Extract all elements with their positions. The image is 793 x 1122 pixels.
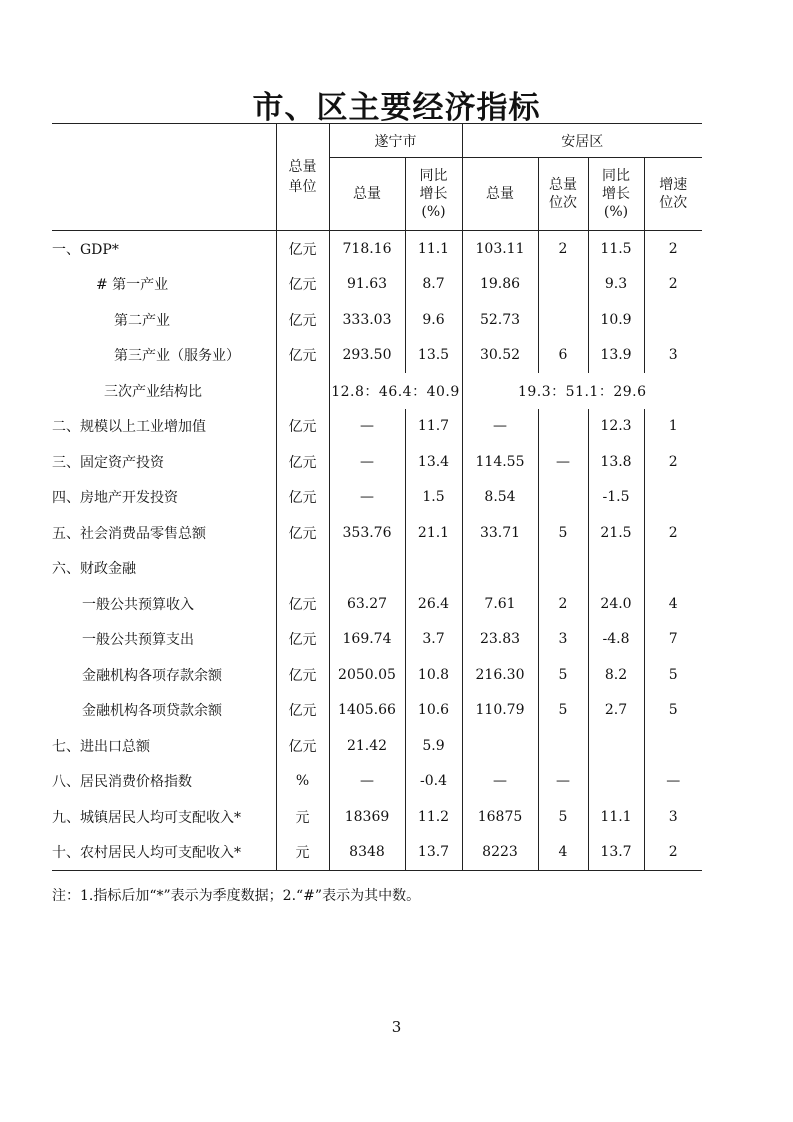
unit-cell: 亿元 <box>276 586 329 622</box>
anju-total-cell: 110.79 <box>462 693 538 729</box>
unit-cell: 亿元 <box>276 267 329 303</box>
anju-growth-rank-cell <box>644 728 702 764</box>
economic-indicators-table <box>52 123 702 871</box>
anju-total-cell: 23.83 <box>462 622 538 658</box>
suining-total-cell <box>329 551 405 587</box>
suining-yoy-cell: 13.7 <box>405 835 462 871</box>
indicator-name: 十、农村居民人均可支配收入* <box>52 845 241 862</box>
anju-total-cell: 114.55 <box>462 444 538 480</box>
suining-yoy-cell: 13.5 <box>405 338 462 374</box>
anju-yoy-cell: 11.1 <box>588 799 644 835</box>
anju-total-rank-cell <box>538 302 588 338</box>
anju-total-rank-cell: 4 <box>538 835 588 871</box>
anju-yoy-cell: 13.8 <box>588 444 644 480</box>
suining-yoy-cell: 11.2 <box>405 799 462 835</box>
indicator-name: 三次产业结构比 <box>104 383 202 400</box>
suining-total-cell: 91.63 <box>329 267 405 303</box>
anju-growth-rank-cell <box>644 551 702 587</box>
anju-total-cell: 103.11 <box>462 231 538 267</box>
suining-yoy-cell: 11.7 <box>405 409 462 445</box>
unit-cell: 亿元 <box>276 657 329 693</box>
table-row <box>52 586 702 622</box>
anju-total-cell: — <box>462 764 538 800</box>
suining-yoy-cell: 3.7 <box>405 622 462 658</box>
anju-growth-rank-cell <box>644 480 702 516</box>
anju-growth-rank-header: 增速 位次 <box>644 158 702 231</box>
anju-growth-rank-cell: 2 <box>644 267 702 303</box>
anju-total-rank-cell: 3 <box>538 622 588 658</box>
anju-yoy-cell: 21.5 <box>588 515 644 551</box>
indicator-name: 金融机构各项贷款余额 <box>82 703 222 720</box>
unit-cell: 亿元 <box>276 338 329 374</box>
suining-yoy-cell: 26.4 <box>405 586 462 622</box>
indicator-name: 七、进出口总额 <box>52 738 150 755</box>
anju-yoy-cell: 9.3 <box>588 267 644 303</box>
unit-cell: 亿元 <box>276 409 329 445</box>
footnote: 注：1.指标后加“*”表示为季度数据；2.“#”表示为其中数。 <box>52 888 421 904</box>
table-row <box>52 373 702 409</box>
page-title: 市、区主要经济指标 <box>252 90 541 126</box>
anju-total-rank-cell: 5 <box>538 515 588 551</box>
anju-total-cell <box>462 551 538 587</box>
anju-total-rank-cell <box>538 267 588 303</box>
table-row <box>52 622 702 658</box>
anju-total-cell: 33.71 <box>462 515 538 551</box>
table-row <box>52 515 702 551</box>
anju-growth-rank-cell: 2 <box>644 231 702 267</box>
anju-total-cell: 216.30 <box>462 657 538 693</box>
anju-total-rank-cell: 2 <box>538 586 588 622</box>
suining-yoy-cell <box>405 551 462 587</box>
suining-total-cell: — <box>329 480 405 516</box>
suining-yoy-cell: 10.6 <box>405 693 462 729</box>
unit-cell: 亿元 <box>276 515 329 551</box>
anju-growth-rank-cell: — <box>644 764 702 800</box>
unit-cell: 亿元 <box>276 302 329 338</box>
suining-total-cell: 8348 <box>329 835 405 871</box>
anju-yoy-cell: 8.2 <box>588 657 644 693</box>
anju-total-cell: 8.54 <box>462 480 538 516</box>
table-row <box>52 693 702 729</box>
anju-total-rank-cell: 5 <box>538 799 588 835</box>
anju-total-cell: — <box>462 409 538 445</box>
table-row <box>52 728 702 764</box>
suining-header: 遂宁市 <box>329 124 462 158</box>
unit-cell: 亿元 <box>276 728 329 764</box>
unit-cell: 元 <box>276 835 329 871</box>
anju-yoy-cell: 13.7 <box>588 835 644 871</box>
suining-total-cell: 63.27 <box>329 586 405 622</box>
suining-total-cell: — <box>329 764 405 800</box>
suining-yoy-cell: 21.1 <box>405 515 462 551</box>
unit-cell: % <box>276 764 329 800</box>
table-row <box>52 409 702 445</box>
table-row <box>52 302 702 338</box>
table-row <box>52 764 702 800</box>
suining-structure-ratio: 12.8：46.4：40.9 <box>329 373 462 409</box>
anju-total-cell: 19.86 <box>462 267 538 303</box>
anju-total-rank-cell <box>538 409 588 445</box>
suining-total-cell: 21.42 <box>329 728 405 764</box>
anju-growth-rank-cell: 3 <box>644 338 702 374</box>
anju-yoy-cell: -1.5 <box>588 480 644 516</box>
unit-header <box>276 124 329 231</box>
indicator-header <box>52 124 276 231</box>
unit-cell: 亿元 <box>276 622 329 658</box>
anju-total-cell: 30.52 <box>462 338 538 374</box>
unit-cell: 元 <box>276 799 329 835</box>
anju-total-rank-cell <box>538 551 588 587</box>
anju-header: 安居区 <box>462 124 702 158</box>
indicator-name: 五、社会消费品零售总额 <box>52 525 206 542</box>
table-row <box>52 657 702 693</box>
table-row <box>52 444 702 480</box>
anju-growth-rank-cell: 5 <box>644 693 702 729</box>
table-row <box>52 267 702 303</box>
anju-yoy-cell: 13.9 <box>588 338 644 374</box>
anju-growth-rank-cell: 2 <box>644 835 702 871</box>
indicator-name: 第三产业（服务业） <box>114 348 240 365</box>
anju-yoy-cell: 24.0 <box>588 586 644 622</box>
suining-yoy-cell: 8.7 <box>405 267 462 303</box>
anju-total-rank-cell: 5 <box>538 657 588 693</box>
unit-cell <box>276 551 329 587</box>
suining-total-cell: 2050.05 <box>329 657 405 693</box>
anju-total-rank-cell: — <box>538 444 588 480</box>
anju-total-cell: 16875 <box>462 799 538 835</box>
anju-yoy-cell <box>588 551 644 587</box>
unit-cell: 亿元 <box>276 693 329 729</box>
anju-total-rank-cell: 2 <box>538 231 588 267</box>
table-row <box>52 835 702 871</box>
suining-yoy-cell: -0.4 <box>405 764 462 800</box>
anju-total-rank-cell: 6 <box>538 338 588 374</box>
unit-cell: 亿元 <box>276 480 329 516</box>
suining-yoy-cell: 9.6 <box>405 302 462 338</box>
suining-total-header: 总量 <box>329 158 405 231</box>
page-number: 3 <box>391 1018 402 1036</box>
anju-yoy-cell: 12.3 <box>588 409 644 445</box>
unit-cell: 亿元 <box>276 231 329 267</box>
anju-growth-rank-cell: 2 <box>644 444 702 480</box>
indicator-name: 四、房地产开发投资 <box>52 490 178 507</box>
anju-total-rank-cell <box>538 480 588 516</box>
anju-yoy-cell: 2.7 <box>588 693 644 729</box>
indicator-name: 一、GDP* <box>52 241 119 258</box>
anju-yoy-cell: 10.9 <box>588 302 644 338</box>
unit-cell <box>276 373 329 409</box>
indicator-name: 一般公共预算支出 <box>82 632 194 649</box>
anju-yoy-cell <box>588 728 644 764</box>
indicator-name: 金融机构各项存款余额 <box>82 667 222 684</box>
anju-yoy-cell: 11.5 <box>588 231 644 267</box>
anju-yoy-cell: -4.8 <box>588 622 644 658</box>
suining-yoy-cell: 1.5 <box>405 480 462 516</box>
suining-total-cell: 1405.66 <box>329 693 405 729</box>
indicator-name: 六、财政金融 <box>52 561 136 578</box>
anju-yoy-cell <box>588 764 644 800</box>
anju-growth-rank-cell: 5 <box>644 657 702 693</box>
suining-total-cell: 18369 <box>329 799 405 835</box>
table-row <box>52 799 702 835</box>
suining-total-cell: 293.50 <box>329 338 405 374</box>
suining-total-cell: 169.74 <box>329 622 405 658</box>
indicator-name: 九、城镇居民人均可支配收入* <box>52 809 241 826</box>
suining-yoy-cell: 10.8 <box>405 657 462 693</box>
table-row <box>52 338 702 374</box>
suining-total-cell: — <box>329 409 405 445</box>
table-row <box>52 231 702 267</box>
suining-yoy-cell: 5.9 <box>405 728 462 764</box>
table-row <box>52 480 702 516</box>
unit-cell: 亿元 <box>276 444 329 480</box>
indicator-name: 一般公共预算收入 <box>82 596 194 613</box>
unit-header-label: 总量 单位 <box>288 159 317 195</box>
suining-total-cell: — <box>329 444 405 480</box>
indicator-name: # 第一产业 <box>96 277 169 294</box>
anju-growth-rank-cell: 3 <box>644 799 702 835</box>
anju-total-rank-cell <box>538 728 588 764</box>
anju-total-cell: 7.61 <box>462 586 538 622</box>
indicator-name: 八、居民消费价格指数 <box>52 774 192 791</box>
anju-growth-rank-cell: 7 <box>644 622 702 658</box>
suining-yoy-header: 同比 增长 (%) <box>405 158 462 231</box>
anju-growth-rank-cell: 2 <box>644 515 702 551</box>
anju-growth-rank-cell: 1 <box>644 409 702 445</box>
anju-structure-ratio: 19.3：51.1：29.6 <box>462 373 702 409</box>
anju-yoy-header: 同比 增长 (%) <box>588 158 644 231</box>
anju-total-cell: 52.73 <box>462 302 538 338</box>
indicator-name: 三、固定资产投资 <box>52 454 164 471</box>
anju-total-header: 总量 <box>462 158 538 231</box>
indicator-name: 二、规模以上工业增加值 <box>52 419 206 436</box>
anju-growth-rank-cell <box>644 302 702 338</box>
suining-yoy-cell: 11.1 <box>405 231 462 267</box>
suining-yoy-cell: 13.4 <box>405 444 462 480</box>
anju-total-cell: 8223 <box>462 835 538 871</box>
anju-total-cell <box>462 728 538 764</box>
indicator-name: 第二产业 <box>114 312 170 329</box>
anju-total-rank-header: 总量 位次 <box>538 158 588 231</box>
anju-growth-rank-cell: 4 <box>644 586 702 622</box>
suining-total-cell: 353.76 <box>329 515 405 551</box>
anju-total-rank-cell: — <box>538 764 588 800</box>
suining-total-cell: 718.16 <box>329 231 405 267</box>
anju-total-rank-cell: 5 <box>538 693 588 729</box>
suining-total-cell: 333.03 <box>329 302 405 338</box>
table-row <box>52 551 702 587</box>
